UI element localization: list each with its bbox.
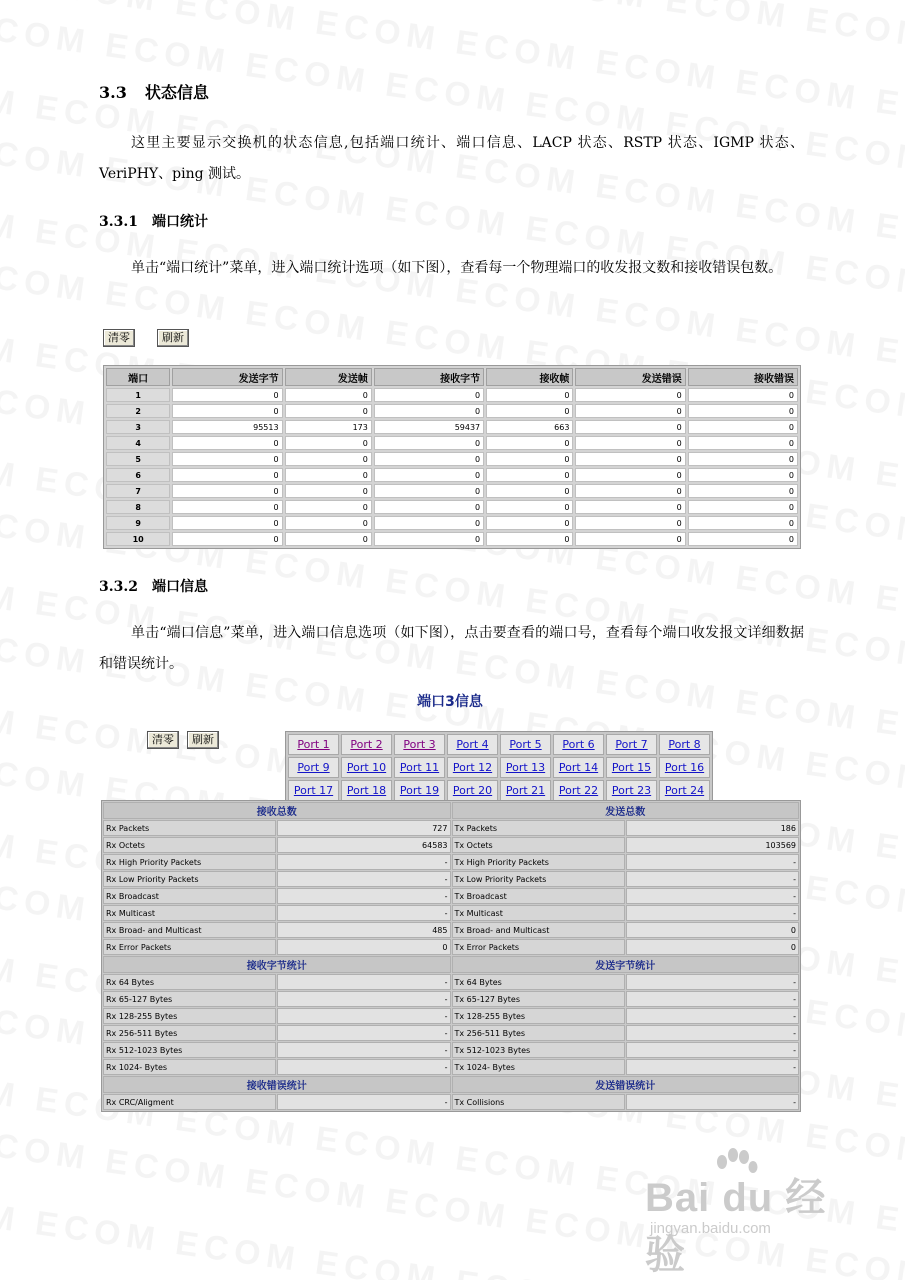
stats-column-header: 发送错误: [575, 368, 685, 386]
stat-value-cell: 0: [374, 452, 484, 466]
detail-section-header-row: [103, 956, 799, 973]
counter-value: -: [626, 1025, 799, 1041]
clear-button[interactable]: 清零: [103, 329, 135, 347]
stat-value-cell: 0: [172, 516, 282, 530]
stat-value-cell: 663: [486, 420, 573, 434]
table-row: [106, 516, 798, 530]
table-row: [106, 468, 798, 482]
section-title: 状态信息: [144, 83, 209, 102]
stat-value-cell: 0: [688, 388, 798, 402]
table-row: [103, 820, 799, 836]
counter-value: -: [277, 1094, 450, 1110]
port-link[interactable]: Port 7: [615, 738, 648, 751]
counter-value: -: [626, 1008, 799, 1024]
table-row: [106, 420, 798, 434]
stat-value-cell: 0: [688, 500, 798, 514]
subsection-heading-port-stats: [99, 211, 208, 231]
stat-value-cell: 0: [575, 468, 685, 482]
table-row: [103, 1025, 799, 1041]
subsection-heading-port-info: [99, 576, 208, 596]
port-cell: [288, 780, 339, 801]
port-selector-grid: [285, 731, 713, 804]
refresh-button[interactable]: 刷新: [187, 731, 219, 749]
port-link[interactable]: Port 12: [452, 761, 493, 774]
section-number: 3.3: [99, 83, 127, 102]
port-cell: [606, 757, 657, 778]
stats-column-header: 接收字节: [374, 368, 484, 386]
port-cell: [606, 780, 657, 801]
table-row: [106, 404, 798, 418]
stats-column-header: 接收帧: [486, 368, 573, 386]
counter-label: Tx Low Priority Packets: [452, 871, 625, 887]
port-cell: [447, 757, 498, 778]
table-row: [103, 922, 799, 938]
stat-value-cell: 0: [486, 404, 573, 418]
port-link[interactable]: Port 8: [668, 738, 701, 751]
stat-value-cell: 0: [688, 404, 798, 418]
port-cell: [553, 757, 604, 778]
counter-value: -: [277, 1042, 450, 1058]
detail-section-title: 接收错误统计: [103, 1076, 451, 1093]
port-link[interactable]: Port 15: [611, 761, 652, 774]
stat-value-cell: 0: [575, 452, 685, 466]
counter-label: Rx Broad- and Multicast: [103, 922, 276, 938]
counter-label: Tx 256-511 Bytes: [452, 1025, 625, 1041]
counter-value: 0: [626, 939, 799, 955]
stats-column-header: 接收错误: [688, 368, 798, 386]
refresh-button[interactable]: 刷新: [157, 329, 189, 347]
port-number-cell: 7: [106, 484, 170, 498]
port-link[interactable]: Port 1: [297, 738, 330, 751]
table-row: [103, 939, 799, 955]
baidu-jingyan-watermark: [645, 1148, 855, 1277]
port-number-cell: 10: [106, 532, 170, 546]
port-link[interactable]: Port 18: [346, 784, 387, 797]
stat-value-cell: 0: [486, 484, 573, 498]
port-cell: [659, 734, 710, 755]
port-detail-table: [101, 800, 801, 1112]
port-link[interactable]: Port 3: [403, 738, 436, 751]
table-row: [106, 532, 798, 546]
stat-value-cell: 0: [374, 500, 484, 514]
port-link[interactable]: Port 2: [350, 738, 383, 751]
detail-section-title: 接收总数: [103, 802, 451, 819]
stat-value-cell: 0: [688, 532, 798, 546]
baidu-url: jingyan.baidu.com: [650, 1220, 771, 1237]
stat-value-cell: 0: [172, 404, 282, 418]
counter-label: Tx 128-255 Bytes: [452, 1008, 625, 1024]
port-number-cell: 5: [106, 452, 170, 466]
stats-column-header: 端口: [106, 368, 170, 386]
stat-value-cell: 0: [374, 516, 484, 530]
port-cell: [606, 734, 657, 755]
stat-value-cell: 0: [285, 516, 372, 530]
port-cell: [288, 734, 339, 755]
stat-value-cell: 0: [285, 404, 372, 418]
stat-value-cell: 0: [575, 420, 685, 434]
stat-value-cell: 0: [172, 468, 282, 482]
clear-button[interactable]: 清零: [147, 731, 179, 749]
port-cell: [394, 780, 445, 801]
port-stats-paragraph: 单击“端口统计”菜单，进入端口统计选项（如下图），查看每一个物理端口的收发报文数和接收错误包数。: [131, 260, 783, 276]
counter-label: Tx 1024- Bytes: [452, 1059, 625, 1075]
table-row: [103, 974, 799, 990]
detail-section-header-row: [103, 1076, 799, 1093]
table-row: [103, 837, 799, 853]
port-link[interactable]: Port 24: [664, 784, 705, 797]
port-link[interactable]: Port 19: [399, 784, 440, 797]
stat-value-cell: 0: [486, 516, 573, 530]
counter-value: -: [277, 888, 450, 904]
counter-value: -: [626, 991, 799, 1007]
counter-value: -: [626, 1094, 799, 1110]
port-cell: [341, 757, 392, 778]
stat-value-cell: 0: [285, 436, 372, 450]
stat-value-cell: 0: [374, 404, 484, 418]
stat-value-cell: 0: [486, 532, 573, 546]
stat-value-cell: 0: [285, 532, 372, 546]
stat-value-cell: 0: [575, 436, 685, 450]
counter-value: -: [277, 1025, 450, 1041]
stat-value-cell: 0: [374, 468, 484, 482]
table-row: [103, 888, 799, 904]
stat-value-cell: 0: [172, 436, 282, 450]
intro-paragraph: 这里主要显示交换机的状态信息,包括端口统计、端口信息、LACP 状态、RSTP 状态、IGMP 状态、VeriPHY、ping 测试。: [99, 135, 804, 182]
stat-value-cell: 0: [374, 388, 484, 402]
stat-value-cell: 0: [172, 452, 282, 466]
stat-value-cell: 0: [575, 532, 685, 546]
table-row: [106, 484, 798, 498]
table-row: [106, 500, 798, 514]
counter-label: Tx Error Packets: [452, 939, 625, 955]
table-row: [106, 436, 798, 450]
counter-label: Rx Octets: [103, 837, 276, 853]
stat-value-cell: 95513: [172, 420, 282, 434]
stat-value-cell: 59437: [374, 420, 484, 434]
port-stats-table: [103, 365, 801, 549]
counter-label: Tx 64 Bytes: [452, 974, 625, 990]
section-heading: [99, 80, 209, 103]
port-link[interactable]: Port 21: [505, 784, 546, 797]
table-row: [103, 1008, 799, 1024]
counter-label: Tx Collisions: [452, 1094, 625, 1110]
counter-label: Rx CRC/Aligment: [103, 1094, 276, 1110]
table-row: [103, 1094, 799, 1110]
table-row: [103, 1042, 799, 1058]
table-row: [106, 388, 798, 402]
port-cell: [288, 757, 339, 778]
detail-section-title: 发送总数: [452, 802, 800, 819]
subsection-number: 3.3.2: [99, 579, 138, 595]
table-row: [103, 854, 799, 870]
stat-value-cell: 0: [486, 500, 573, 514]
port-info-paragraph: 单击“端口信息”菜单，进入端口信息选项（如下图），点击要查看的端口号，查看每个端口收发报文详细数据和错误统计。: [99, 625, 804, 672]
stat-value-cell: 0: [374, 532, 484, 546]
counter-value: -: [277, 905, 450, 921]
counter-label: Rx 1024- Bytes: [103, 1059, 276, 1075]
counter-label: Rx 128-255 Bytes: [103, 1008, 276, 1024]
table-row: [106, 452, 798, 466]
stats-column-header: 发送字节: [172, 368, 282, 386]
counter-value: 727: [277, 820, 450, 836]
detail-section-title: 接收字节统计: [103, 956, 451, 973]
subsection-title: 端口统计: [151, 214, 208, 230]
stat-value-cell: 0: [575, 516, 685, 530]
port-cell: [553, 734, 604, 755]
port-info-title: 端口3信息: [417, 694, 483, 710]
detail-section-title: 发送错误统计: [452, 1076, 800, 1093]
counter-label: Tx Multicast: [452, 905, 625, 921]
port-number-cell: 4: [106, 436, 170, 450]
table-row: [103, 905, 799, 921]
counter-label: Rx Error Packets: [103, 939, 276, 955]
stat-value-cell: 0: [486, 468, 573, 482]
port-cell: [394, 757, 445, 778]
counter-value: -: [626, 871, 799, 887]
stat-value-cell: 0: [575, 500, 685, 514]
counter-label: Tx 65-127 Bytes: [452, 991, 625, 1007]
port-link[interactable]: Port 9: [297, 761, 330, 774]
counter-value: -: [626, 888, 799, 904]
port-cell: [341, 780, 392, 801]
counter-value: -: [626, 1042, 799, 1058]
counter-value: -: [277, 974, 450, 990]
stat-value-cell: 0: [575, 484, 685, 498]
counter-value: -: [626, 974, 799, 990]
counter-value: -: [277, 991, 450, 1007]
counter-label: Rx High Priority Packets: [103, 854, 276, 870]
port-number-cell: 1: [106, 388, 170, 402]
counter-label: Rx Low Priority Packets: [103, 871, 276, 887]
counter-value: 485: [277, 922, 450, 938]
stat-value-cell: 0: [172, 532, 282, 546]
counter-label: Tx Broadcast: [452, 888, 625, 904]
counter-value: -: [277, 854, 450, 870]
counter-label: Rx Packets: [103, 820, 276, 836]
stat-value-cell: 0: [285, 452, 372, 466]
stat-value-cell: 0: [285, 468, 372, 482]
counter-label: Tx Broad- and Multicast: [452, 922, 625, 938]
counter-value: 0: [277, 939, 450, 955]
port-cell: [500, 780, 551, 801]
baidu-logo-text: Bai du 经验: [645, 1176, 827, 1277]
port-cell: [447, 734, 498, 755]
port-link[interactable]: Port 6: [562, 738, 595, 751]
port-link[interactable]: Port 11: [399, 761, 440, 774]
stat-value-cell: 0: [486, 436, 573, 450]
detail-section-title: 发送字节统计: [452, 956, 800, 973]
stat-value-cell: 0: [374, 436, 484, 450]
counter-label: Rx Multicast: [103, 905, 276, 921]
counter-label: Rx 64 Bytes: [103, 974, 276, 990]
port-cell: [553, 780, 604, 801]
counter-label: Rx 65-127 Bytes: [103, 991, 276, 1007]
counter-value: -: [277, 871, 450, 887]
stat-value-cell: 0: [575, 404, 685, 418]
port-link[interactable]: Port 17: [293, 784, 334, 797]
stat-value-cell: 0: [575, 388, 685, 402]
port-cell: [341, 734, 392, 755]
stat-value-cell: 0: [285, 484, 372, 498]
stat-value-cell: 0: [688, 484, 798, 498]
table-row: [103, 1059, 799, 1075]
port-cell: [659, 757, 710, 778]
port-number-cell: 9: [106, 516, 170, 530]
counter-label: Tx 512-1023 Bytes: [452, 1042, 625, 1058]
counter-label: Tx Octets: [452, 837, 625, 853]
port-cell: [659, 780, 710, 801]
counter-value: 0: [626, 922, 799, 938]
port-link[interactable]: Port 10: [346, 761, 387, 774]
port-number-cell: 8: [106, 500, 170, 514]
counter-value: 186: [626, 820, 799, 836]
counter-label: Rx 256-511 Bytes: [103, 1025, 276, 1041]
stat-value-cell: 0: [374, 484, 484, 498]
counter-label: Rx Broadcast: [103, 888, 276, 904]
counter-value: 103569: [626, 837, 799, 853]
subsection-title: 端口信息: [151, 579, 208, 595]
stat-value-cell: 0: [172, 388, 282, 402]
counter-value: -: [626, 1059, 799, 1075]
detail-section-header-row: [103, 802, 799, 819]
port-link[interactable]: Port 22: [558, 784, 599, 797]
table-row: [103, 991, 799, 1007]
stat-value-cell: 0: [285, 500, 372, 514]
stat-value-cell: 0: [172, 500, 282, 514]
counter-value: 64583: [277, 837, 450, 853]
stat-value-cell: 0: [486, 452, 573, 466]
port-link[interactable]: Port 20: [452, 784, 493, 797]
port-cell: [447, 780, 498, 801]
port-link[interactable]: Port 23: [611, 784, 652, 797]
stat-value-cell: 0: [688, 468, 798, 482]
port-cell: [500, 757, 551, 778]
stat-value-cell: 0: [688, 436, 798, 450]
counter-value: -: [626, 854, 799, 870]
stat-value-cell: 173: [285, 420, 372, 434]
port-number-cell: 2: [106, 404, 170, 418]
port-link[interactable]: Port 14: [558, 761, 599, 774]
stat-value-cell: 0: [285, 388, 372, 402]
stat-value-cell: 0: [486, 388, 573, 402]
port-link[interactable]: Port 5: [509, 738, 542, 751]
counter-value: -: [277, 1008, 450, 1024]
table-row: [103, 871, 799, 887]
counter-label: Tx High Priority Packets: [452, 854, 625, 870]
stat-value-cell: 0: [688, 452, 798, 466]
counter-value: -: [626, 905, 799, 921]
port-number-cell: 3: [106, 420, 170, 434]
port-cell: [500, 734, 551, 755]
port-cell: [394, 734, 445, 755]
subsection-number: 3.3.1: [99, 214, 138, 230]
port-link[interactable]: Port 16: [664, 761, 705, 774]
counter-label: Rx 512-1023 Bytes: [103, 1042, 276, 1058]
stat-value-cell: 0: [688, 420, 798, 434]
stat-value-cell: 0: [172, 484, 282, 498]
counter-label: Tx Packets: [452, 820, 625, 836]
port-number-cell: 6: [106, 468, 170, 482]
counter-value: -: [277, 1059, 450, 1075]
stats-column-header: 发送帧: [285, 368, 372, 386]
port-link[interactable]: Port 4: [456, 738, 489, 751]
stat-value-cell: 0: [688, 516, 798, 530]
port-link[interactable]: Port 13: [505, 761, 546, 774]
